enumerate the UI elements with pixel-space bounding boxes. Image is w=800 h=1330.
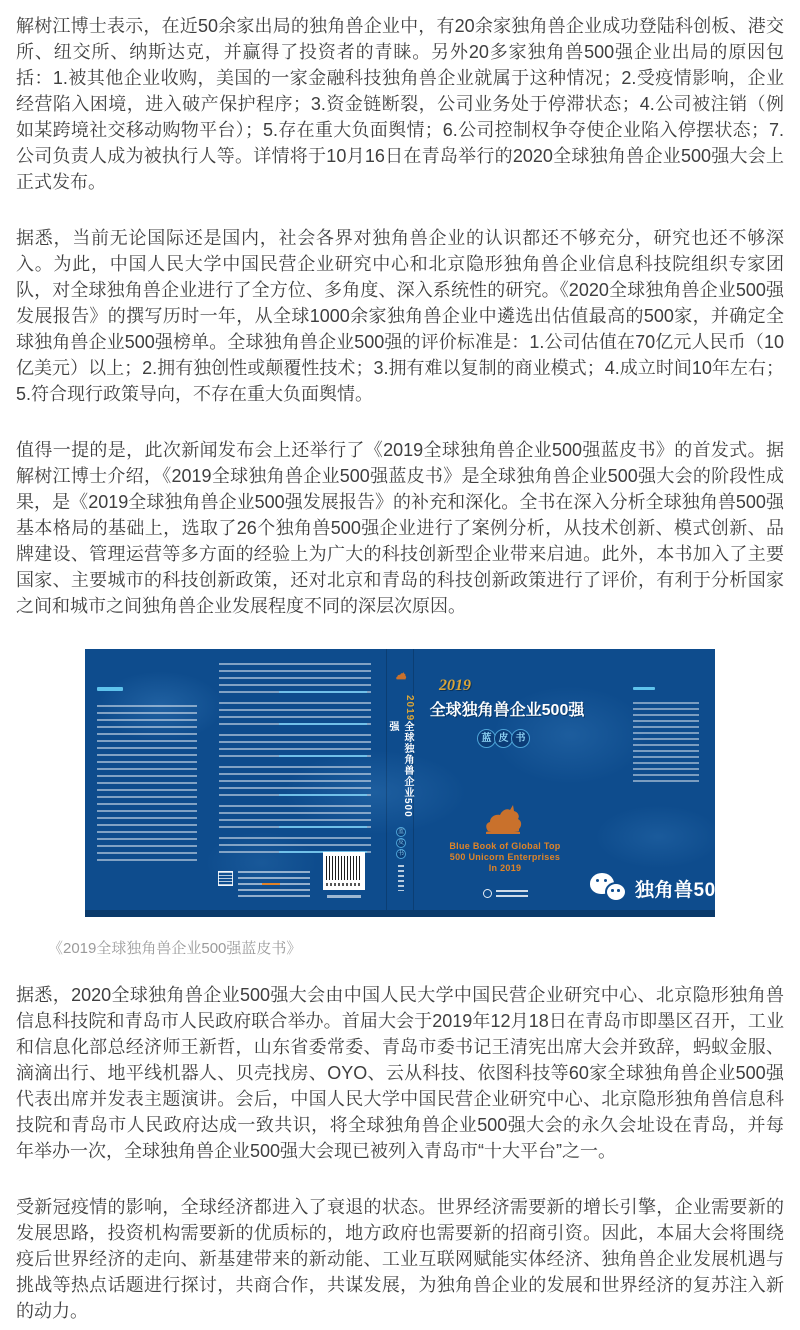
book-english-title: Blue Book of Global Top 500 Unicorn Enterprises In 2019 [449, 841, 561, 873]
book-cover-spread [85, 649, 747, 917]
publisher-logo-icon [218, 871, 233, 886]
wechat-icon [590, 873, 628, 903]
book-back-faux-text [97, 705, 197, 861]
publisher-logo [483, 889, 528, 898]
book-back-text-column-1 [97, 687, 197, 861]
wechat-account-name: 独角兽500强 [635, 879, 747, 901]
book-year: 2019 [439, 677, 471, 694]
paragraph-4: 据悉，2020全球独角兽企业500强大会由中国人民大学中国民营企业研究中心、北京隐形独角兽信息科技院和青岛市人民政府联合举办。首届大会于2019年12月18日在青岛市即墨区召开，工业和信息化部总经济师王新哲，山东省委常委、青岛市委书记王清宪出席大会并致辞，蚂蚁金服、滴滴出行、地平线机器人、贝壳找房、OYO、云从科技、依图科技等60家全球独角兽企业500强代表出席并发表主题演讲。会后，中国人民大学中国民营企业研究中心、北京隐形独角兽信息科技院和青岛市人民政府达成一致共识，将全球独角兽企业500强大会的永久会址设在青岛，并每年举办一次，全球独角兽企业500强大会现已被列入青岛市“十大平台”之一。 [16, 985, 784, 1161]
blue-book-badges: 蓝 皮 书 [477, 729, 528, 748]
spine-title: 2019 全球独角兽企业500强 [387, 695, 415, 818]
unicorn-icon [395, 671, 407, 682]
isbn-barcode [323, 852, 365, 898]
spine-publisher-mark [398, 865, 404, 891]
unicorn-icon [482, 805, 524, 837]
spine-badge-dots: 蓝 皮 书 [397, 829, 404, 857]
book-back-text-column-2 [219, 663, 371, 862]
paragraph-1: 解树江博士表示，在近50余家出局的独角兽企业中，有20余家独角兽企业成功登陆科创板、港交所、纽交所、纳斯达克，并赢得了投资者的青睐。另外20多家独角兽500强企业出局的原因包括：1.被其他企业收购，美国的一家金融科技独角兽企业就属于这种情况；2.受疫情影响，企业经营陷入困境，进入破产保护程序；3.资金链断裂，公司业务处于停滞状态；4.公司被注销（例如某跨境社交移动购物平台）；5.存在重大负面舆情；6.公司控制权争夺使企业陷入停摆状态；7.公司负责人成为被执行人等。详情将于10月16日在青岛举行的2020全球独角兽企业500强大会上正式发布。 [16, 16, 784, 192]
paragraph-3: 值得一提的是，此次新闻发布会上还举行了《2019全球独角兽企业500强蓝皮书》的首发式。据解树江博士介绍，《2019全球独角兽企业500强蓝皮书》是全球独角兽企业500强大会的阶段性成果，是《2019全球独角兽企业500强发展报告》的补充和深化。全书在深入分析全球独角兽500强基本格局的基础上，选取了26个独角兽500强企业进行了案例分析，从技术创新、模式创新、品牌建设、管理运营等多方面的经验上为广大的科技创新型企业带来启迪。此外，本书加入了主要国家、主要城市的科技创新政策，还对北京和青岛的科技创新政策进行了评价，有利于分析国家之间和城市之间独角兽企业发展程度不同的深层次原因。 [16, 440, 784, 616]
book-spine [386, 649, 414, 910]
publisher-logo-icon [483, 889, 492, 898]
book-back-section-heading [97, 687, 123, 691]
paragraph-2: 据悉，当前无论国际还是国内，社会各界对独角兽企业的认识都还不够充分，研究也还不够深入。为此，中国人民大学中国民营企业研究中心和北京隐形独角兽企业信息科技院组织专家团队，对全球独角兽企业进行了全方位、多角度、深入系统性的研究。《2020全球独角兽企业500强发展报告》的撰写历时一年，从全球1000余家独角兽企业中遴选出估值最高的500家，并确定全球独角兽企业500强榜单。全球独角兽企业500强的评价标准是：1.公司估值在70亿元人民币（10亿美元）以上；2.拥有独创性或颠覆性技术；3.拥有难以复制的商业模式；4.成立时间10年左右；5.符合现行政策导向，不存在重大负面舆情。 [16, 228, 784, 404]
book-flap-text-column [633, 687, 699, 786]
book-publisher-info [218, 871, 318, 901]
image-caption: 《2019全球独角兽企业500强蓝皮书》 [48, 940, 302, 957]
book-title: 全球独角兽企业500强 [429, 702, 585, 719]
wechat-account-row [590, 873, 746, 903]
paragraph-5: 受新冠疫情的影响，全球经济都进入了衰退的状态。世界经济需要新的增长引擎，企业需要新的发展思路，投资机构需要新的优质标的，地方政府也需要新的招商引资。因此，本届大会将围绕疫后世界经济的走向、新基建带来的新动能、工业互联网赋能实体经济、独角兽企业发展机遇与挑战等热点话题进行探讨，共商合作，共谋发展，为独角兽企业的发展和世界经济的复苏注入新的动力。 [16, 1197, 784, 1321]
book-cover-image [85, 649, 747, 917]
